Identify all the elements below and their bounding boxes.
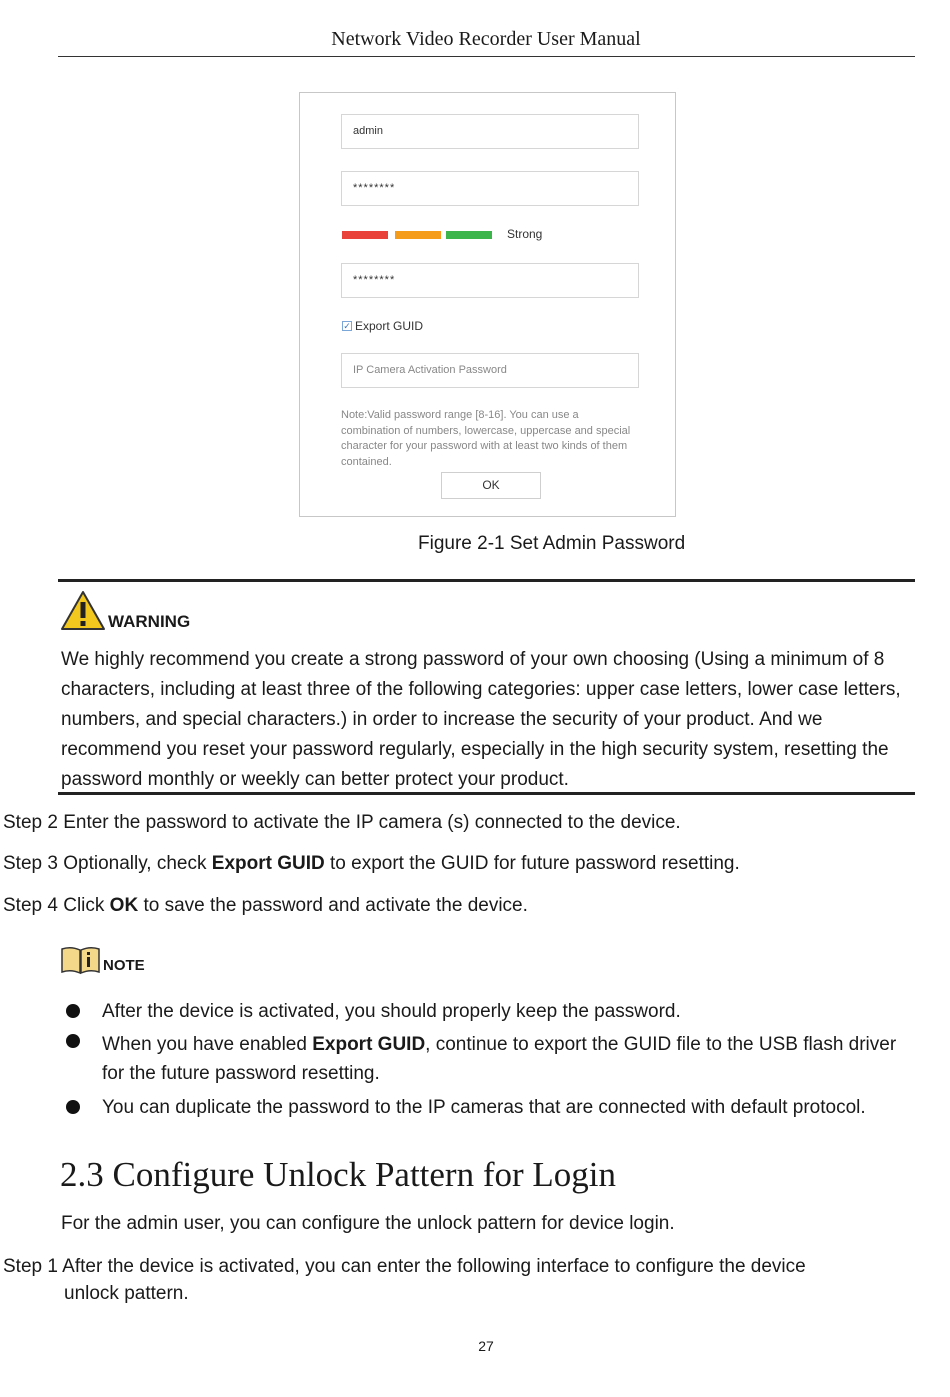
step-4: Step 4 Click OK to save the password and activate the device.	[3, 895, 528, 916]
strength-bar-strong	[446, 231, 492, 239]
strength-label: Strong	[507, 227, 543, 241]
step-2: Step 2 Enter the password to activate the IP camera (s) connected to the device.	[3, 812, 681, 833]
step-1-continuation: unlock pattern.	[64, 1283, 189, 1304]
warning-bottom-rule	[58, 792, 915, 795]
note-bullet-3: You can duplicate the password to the IP cameras that are connected with default protocol.	[102, 1097, 866, 1118]
bullet-dot	[66, 1034, 80, 1048]
export-guid-label: Export GUID	[355, 319, 424, 333]
note-bullet-1: After the device is activated, you should properly keep the password.	[102, 1001, 681, 1022]
set-admin-password-figure	[299, 92, 676, 517]
export-guid-checkbox[interactable]: ✓	[343, 321, 351, 331]
ip-camera-password-field[interactable]: IP Camera Activation Password	[341, 353, 639, 388]
section-intro: For the admin user, you can configure the unlock pattern for device login.	[61, 1213, 675, 1234]
confirm-password-field[interactable]: ********	[341, 263, 639, 298]
username-field[interactable]: admin	[341, 114, 639, 149]
password-note: Note:Valid password range [8-16]. You can use a combination of numbers, lowercase, uppercase and special character for your password with at least two kinds of them contained.	[341, 409, 631, 468]
header-divider	[58, 56, 915, 57]
section-heading: 2.3 Configure Unlock Pattern for Login	[60, 1155, 617, 1194]
bullet-dot	[66, 1100, 80, 1114]
bullet-dot	[66, 1004, 80, 1018]
running-header: Network Video Recorder User Manual	[331, 28, 641, 50]
info-book-icon	[60, 946, 101, 975]
strength-bar-medium	[395, 231, 441, 239]
warning-top-rule	[58, 579, 915, 582]
strength-bar-weak	[342, 231, 388, 239]
page-number: 27	[478, 1338, 494, 1354]
note-title: NOTE	[103, 957, 145, 974]
warning-body: We highly recommend you create a strong password of your own choosing (Using a minimum of 8 characters, including at least three of the following categories: upper case letters, lower case letters, numbers, and special characters.) in order to increase the security of your product. And we recommend you reset your password regularly, especially in the high security system, resetting the password monthly or weekly can better protect your product.	[61, 649, 901, 790]
figure-caption: Figure 2-1 Set Admin Password	[418, 533, 686, 554]
step-1: Step 1 After the device is activated, you can enter the following interface to configure the device	[3, 1256, 806, 1277]
password-field[interactable]: ********	[341, 171, 639, 206]
ok-button[interactable]: OK	[441, 472, 541, 499]
note-bullet-2: When you have enabled Export GUID, continue to export the GUID file to the USB flash driver for the future password resetting.	[102, 1034, 897, 1084]
step-3: Step 3 Optionally, check Export GUID to export the GUID for future password resetting.	[3, 853, 740, 874]
warning-triangle-icon	[60, 590, 106, 631]
warning-title: WARNING	[108, 612, 191, 631]
